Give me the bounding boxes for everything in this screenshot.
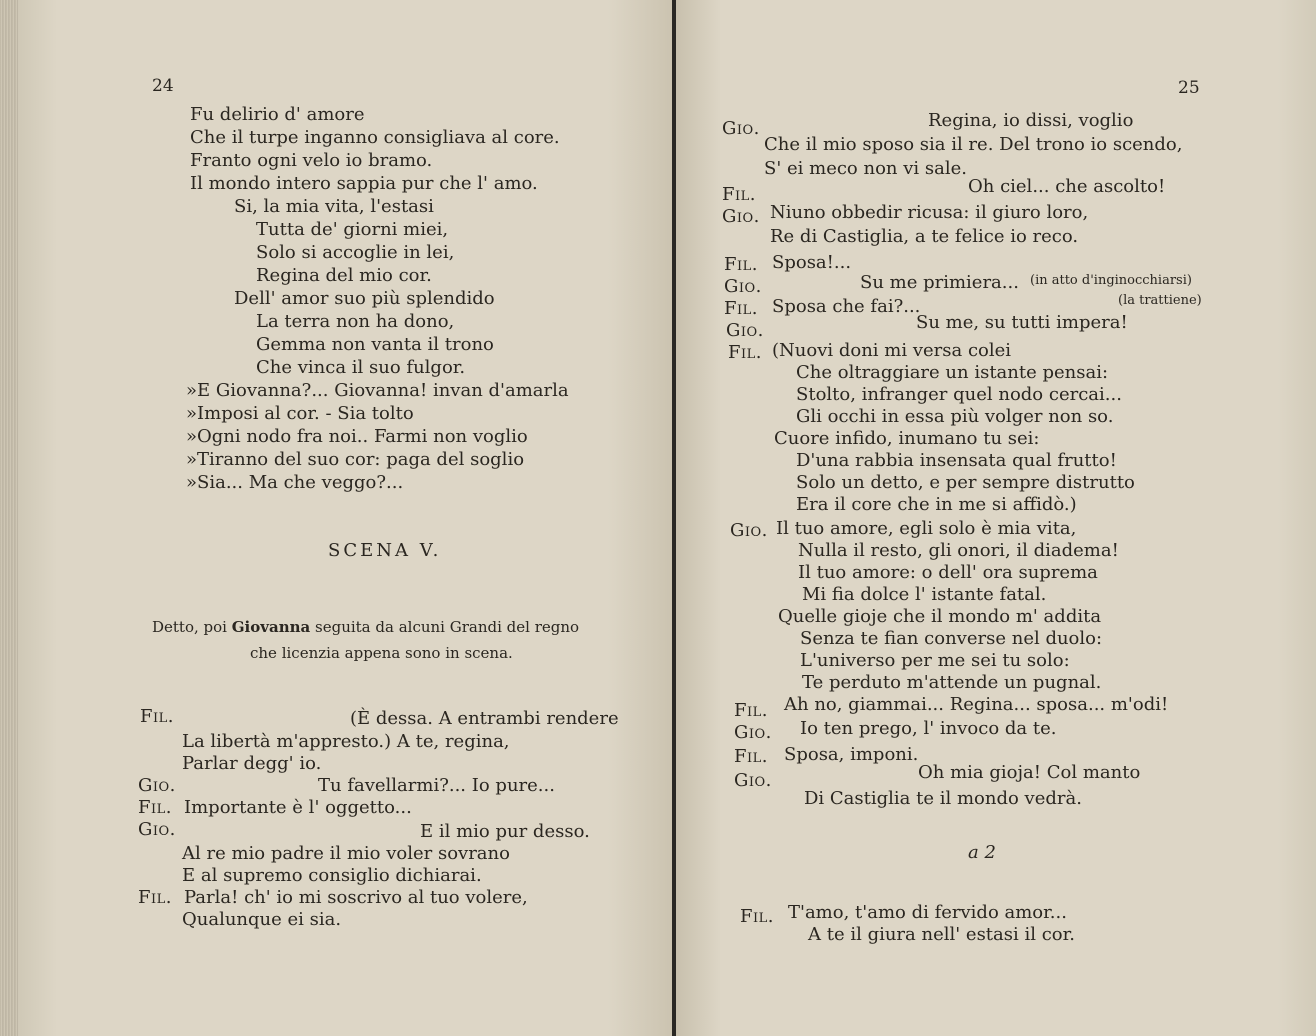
character-name: Giovanna: [231, 618, 311, 636]
dialogue-line: Sposa, imponi.: [784, 744, 919, 765]
dialogue-line: Solo un detto, e per sempre distrutto: [796, 472, 1135, 493]
dialogue-line: Nulla il resto, gli onori, il diadema!: [798, 540, 1119, 561]
dialogue-line: T'amo, t'amo di fervido amor...: [788, 902, 1067, 923]
verse-line: Tutta de' giorni miei,: [256, 219, 449, 240]
dialogue-line: Parlar degg' io.: [182, 753, 322, 774]
stage-direction: [152, 616, 579, 638]
dialogue-line: Importante è l' oggetto...: [184, 797, 412, 818]
speaker: Gio.: [730, 520, 768, 541]
dialogue-line: Qualunque ei sia.: [182, 909, 342, 930]
verse-line: Fu delirio d' amore: [190, 104, 365, 125]
dialogue-line: Su me primiera...: [860, 272, 1019, 293]
dialogue-line: Mi fia dolce l' istante fatal.: [802, 584, 1047, 605]
speaker: Gio.: [722, 206, 760, 227]
dialogue-line: Che oltraggiare un istante pensai:: [796, 362, 1109, 383]
page-number: 24: [152, 76, 174, 96]
verse-line: Si, la mia vita, l'estasi: [234, 196, 434, 217]
verse-line: Franto ogni velo io bramo.: [190, 150, 433, 171]
speaker: Gio.: [726, 320, 764, 341]
dialogue-line: Di Castiglia te il mondo vedrà.: [804, 788, 1082, 809]
dialogue-line: E al supremo consiglio dichiarai.: [182, 865, 482, 886]
stage-direction: (in atto d'inginocchiarsi): [1030, 273, 1192, 288]
dialogue-line: Io ten prego, l' invoco da te.: [800, 718, 1057, 739]
verse-line: Regina del mio cor.: [256, 265, 432, 286]
stage-direction-text: seguita da alcuni Grandi del regno: [315, 618, 580, 636]
speaker: Gio.: [722, 118, 760, 139]
dialogue-line: Al re mio padre il mio voler sovrano: [182, 843, 510, 864]
speaker: Gio.: [138, 775, 176, 796]
speaker: Fil.: [140, 706, 174, 727]
speaker: Gio.: [734, 722, 772, 743]
speaker: Gio.: [734, 770, 772, 791]
dialogue-line: Niuno obbedir ricusa: il giuro loro,: [770, 202, 1089, 223]
speaker: Fil.: [724, 298, 758, 319]
dialogue-line: Regina, io dissi, voglio: [928, 110, 1134, 131]
speaker: Fil.: [724, 254, 758, 275]
dialogue-line: Gli occhi in essa più volger non so.: [796, 406, 1114, 427]
dialogue-line: Cuore infido, inumano tu sei:: [774, 428, 1040, 449]
dialogue-line: Te perduto m'attende un pugnal.: [802, 672, 1102, 693]
dialogue-line: Stolto, infranger quel nodo cercai...: [796, 384, 1122, 405]
stage-direction: (la trattiene): [1118, 293, 1202, 308]
dialogue-line: L'universo per me sei tu solo:: [800, 650, 1070, 671]
dialogue-line: Sposa che fai?...: [772, 296, 921, 317]
scene-title: SCENA V.: [328, 540, 442, 561]
dialogue-line: Il tuo amore, egli solo è mia vita,: [776, 518, 1077, 539]
verse-line: Il mondo intero sappia pur che l' amo.: [190, 173, 538, 194]
dialogue-line: D'una rabbia insensata qual frutto!: [796, 450, 1117, 471]
speaker: Gio.: [724, 276, 762, 297]
speaker: Fil.: [740, 906, 774, 927]
dialogue-line: Su me, su tutti impera!: [916, 312, 1128, 333]
dialogue-line: Il tuo amore: o dell' ora suprema: [798, 562, 1098, 583]
verse-line: Solo si accoglie in lei,: [256, 242, 455, 263]
page-edges: [0, 0, 18, 1036]
dialogue-line: Ah no, giammai... Regina... sposa... m'odi!: [784, 694, 1169, 715]
verse-line: »Sia... Ma che veggo?...: [186, 472, 404, 493]
verse-line: Gemma non vanta il trono: [256, 334, 494, 355]
dialogue-line: Tu favellarmi?... Io pure...: [318, 775, 555, 796]
speaker: Gio.: [138, 819, 176, 840]
speaker: Fil.: [138, 887, 172, 908]
page-number: 25: [1178, 78, 1200, 98]
dialogue-line: Sposa!...: [772, 252, 852, 273]
left-page: [18, 0, 673, 1036]
dialogue-line: Oh ciel... che ascolto!: [968, 176, 1166, 197]
dialogue-line: Parla! ch' io mi soscrivo al tuo volere,: [184, 887, 528, 908]
speaker: Fil.: [138, 797, 172, 818]
dialogue-line: Re di Castiglia, a te felice io reco.: [770, 226, 1079, 247]
dialogue-line: (Nuovi doni mi versa colei: [772, 340, 1012, 361]
dialogue-line: E il mio pur desso.: [420, 821, 590, 842]
speaker: Fil.: [728, 342, 762, 363]
verse-line: »Ogni nodo fra noi.. Farmi non voglio: [186, 426, 528, 447]
speaker: Fil.: [722, 184, 756, 205]
dialogue-line: La libertà m'appresto.) A te, regina,: [182, 731, 510, 752]
speaker: Fil.: [734, 700, 768, 721]
verse-line: »Tiranno del suo cor: paga del soglio: [186, 449, 525, 470]
dialogue-line: S' ei meco non vi sale.: [764, 158, 967, 179]
dialogue-line: (È dessa. A entrambi rendere: [350, 708, 619, 729]
verse-line: Dell' amor suo più splendido: [234, 288, 495, 309]
dialogue-line: Era il core che in me si affidò.): [796, 494, 1077, 515]
dialogue-line: Senza te fian converse nel duolo:: [800, 628, 1103, 649]
ensemble-marker: a 2: [968, 842, 996, 863]
verse-line: »E Giovanna?... Giovanna! invan d'amarla: [186, 380, 569, 401]
dialogue-line: Oh mia gioja! Col manto: [918, 762, 1141, 783]
stage-direction-text: Detto, poi: [152, 618, 227, 636]
right-page: [676, 0, 1316, 1036]
verse-line: La terra non ha dono,: [256, 311, 455, 332]
dialogue-line: Quelle gioje che il mondo m' addita: [778, 606, 1102, 627]
verse-line: Che il turpe inganno consigliava al core.: [190, 127, 560, 148]
stage-direction: che licenzia appena sono in scena.: [250, 644, 513, 662]
speaker: Fil.: [734, 746, 768, 767]
verse-line: »Imposi al cor. - Sia tolto: [186, 403, 414, 424]
verse-line: Che vinca il suo fulgor.: [256, 357, 466, 378]
dialogue-line: Che il mio sposo sia il re. Del trono io scendo,: [764, 134, 1183, 155]
dialogue-line: A te il giura nell' estasi il cor.: [808, 924, 1075, 945]
